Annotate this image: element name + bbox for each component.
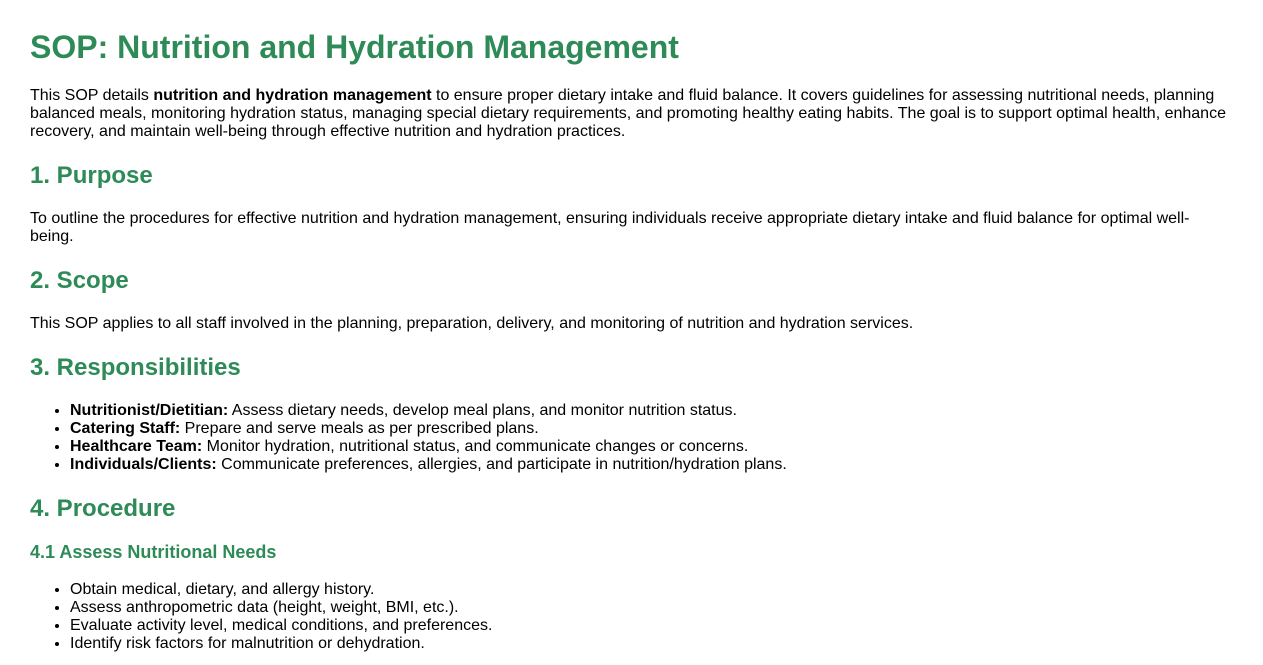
responsibility-item [70,456,1233,474]
intro-text-end: to ensure proper dietary intake and fluid balance. It covers guidelines for assessing nutritional needs, planning balanced meals, monitoring hydration status, managing special dietary requirements, and promoting healthy eating habits. The goal is to support optimal health, enhance recovery, and maintain well-being through effective nutrition and hydration practices. [30,87,1226,140]
responsibilities-list [30,402,1233,474]
intro-bold-phrase: nutrition and hydration management [153,87,432,104]
responsibility-desc: Assess dietary needs, develop meal plans, and monitor nutrition status. [228,402,737,419]
purpose-text: To outline the procedures for effective nutrition and hydration management, ensuring individuals receive appropriate dietary intake and fluid balance for optimal well-being. [30,210,1190,245]
scope-text: This SOP applies to all staff involved in the planning, preparation, delivery, and monitoring of nutrition and hydration services. [30,315,914,332]
responsibility-role: Nutritionist/Dietitian: [70,402,229,419]
procedure-heading: 4. Procedure [30,495,176,522]
list-item: • Evaluate activity level, medical conditions, and preferences. [70,617,1233,635]
responsibility-desc: Prepare and serve meals as per prescribed plans. [180,420,539,437]
responsibility-item [70,402,1233,420]
intro-text-start: This SOP details [30,87,154,104]
responsibility-role: Catering Staff: [70,420,181,437]
scope-heading: 2. Scope [30,267,129,294]
responsibility-desc: Monitor hydration, nutritional status, and communicate changes or concerns. [202,438,749,455]
responsibility-item [70,420,1233,438]
assess-needs-list [30,581,1233,653]
purpose-heading: 1. Purpose [30,162,153,189]
responsibility-role: Individuals/Clients: [70,456,217,473]
responsibility-desc: Communicate preferences, allergies, and participate in nutrition/hydration plans. [216,456,787,473]
page-title: SOP: Nutrition and Hydration Management [30,29,679,65]
list-item: • Assess anthropometric data (height, weight, BMI, etc.). [70,599,1233,617]
intro-paragraph [30,87,1233,141]
list-item: • Obtain medical, dietary, and allergy history. [70,581,1233,599]
responsibilities-heading: 3. Responsibilities [30,354,241,381]
assess-needs-heading: 4.1 Assess Nutritional Needs [30,542,277,562]
responsibility-item [70,438,1233,456]
list-item: • Identify risk factors for malnutrition or dehydration. [70,635,1233,653]
responsibility-role: Healthcare Team: [70,438,203,455]
